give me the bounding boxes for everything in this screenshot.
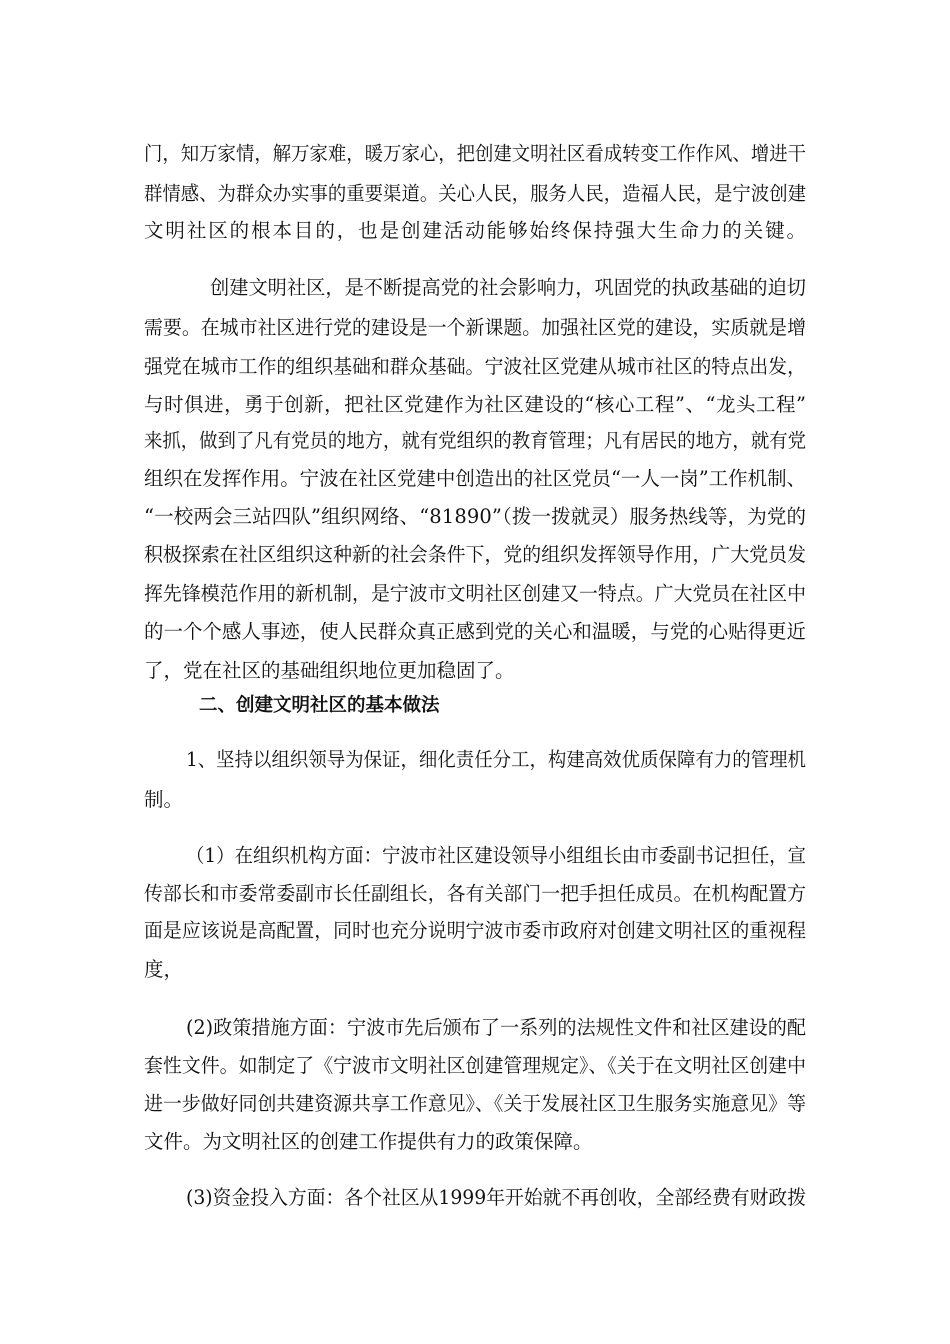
text-line: 组织在发挥作用。宁波在社区党建中创造出的社区党员“一人一岗”工作机制、 [144,467,806,490]
text-line: 度， [144,958,184,981]
text-line: 挥先锋模范作用的新机制，是宁波市文明社区创建又一特点。广大党员在社区中 [144,582,806,605]
text-line: 创建文明社区，是不断提高党的社会影响力，巩固党的执政基础的迫切 [210,276,806,299]
text-line: （1）在组织机构方面：宁波市社区建设领导小组组长由市委副书记担任，宣 [186,844,806,867]
text-line: 面是应该说是高配置，同时也充分说明宁波市委市政府对创建文明社区的重视程 [144,919,806,942]
text-line: “一校两会三站四队”组织网络、“81890”（拨一拨就灵）服务热线等，为党的 [144,505,807,528]
text-line: 群情感、为群众办实事的重要渠道。关心人民，服务人民，造福人民，是宁波创建 [144,182,806,205]
text-line: 传部长和市委常委副市长任副组长，各有关部门一把手担任成员。在机构配置方 [144,882,806,905]
text-line: 积极探索在社区组织这种新的社会条件下，党的组织发挥领导作用，广大党员发 [144,543,806,566]
text-line: 文明社区的根本目的，也是创建活动能够始终保持强大生命力的关键。 [144,219,808,242]
text-line: 的一个个感人事迹，使人民群众真正感到党的关心和温暖，与党的心贴得更近 [144,620,806,643]
section-heading-text: 二、创建文明社区的基本做法 [199,695,440,716]
text-line: 来抓，做到了凡有党员的地方，就有党组织的教育管理；凡有居民的地方，就有党 [144,429,806,452]
text-line: (3)资金投入方面：各个社区从1999年开始就不再创收，全部经费有财政拨 [186,1186,806,1209]
text-line: (2)政策措施方面：宁波市先后颁布了一系列的法规性文件和社区建设的配 [186,1016,806,1039]
text-line: 强党在城市工作的组织基础和群众基础。宁波社区党建从城市社区的特点出发， [144,355,806,378]
text-line: 与时俱进，勇于创新，把社区党建作为社区建设的“核心工程”、“龙头工程” [144,393,807,416]
text-line: 套性文件。如制定了《宁波市文明社区创建管理规定》、《关于在文明社区创建中 [144,1054,806,1077]
text-line: 1、坚持以组织领导为保证，细化责任分工，构建高效优质保障有力的管理机 [186,748,806,771]
text-line: 需要。在城市社区进行党的建设是一个新课题。加强社区党的建设，实质就是增 [144,316,806,339]
text-line: 文件。为文明社区的创建工作提供有力的政策保障。 [144,1130,593,1153]
text-line: 进一步做好同创共建资源共享工作意见》、《关于发展社区卫生服务实施意见》等 [144,1092,806,1115]
text-line: 门，知万家情，解万家难，暖万家心，把创建文明社区看成转变工作作风、增进干 [144,142,806,165]
text-line: 制。 [144,788,184,811]
text-line: 了，党在社区的基础组织地位更加稳固了。 [144,659,515,682]
